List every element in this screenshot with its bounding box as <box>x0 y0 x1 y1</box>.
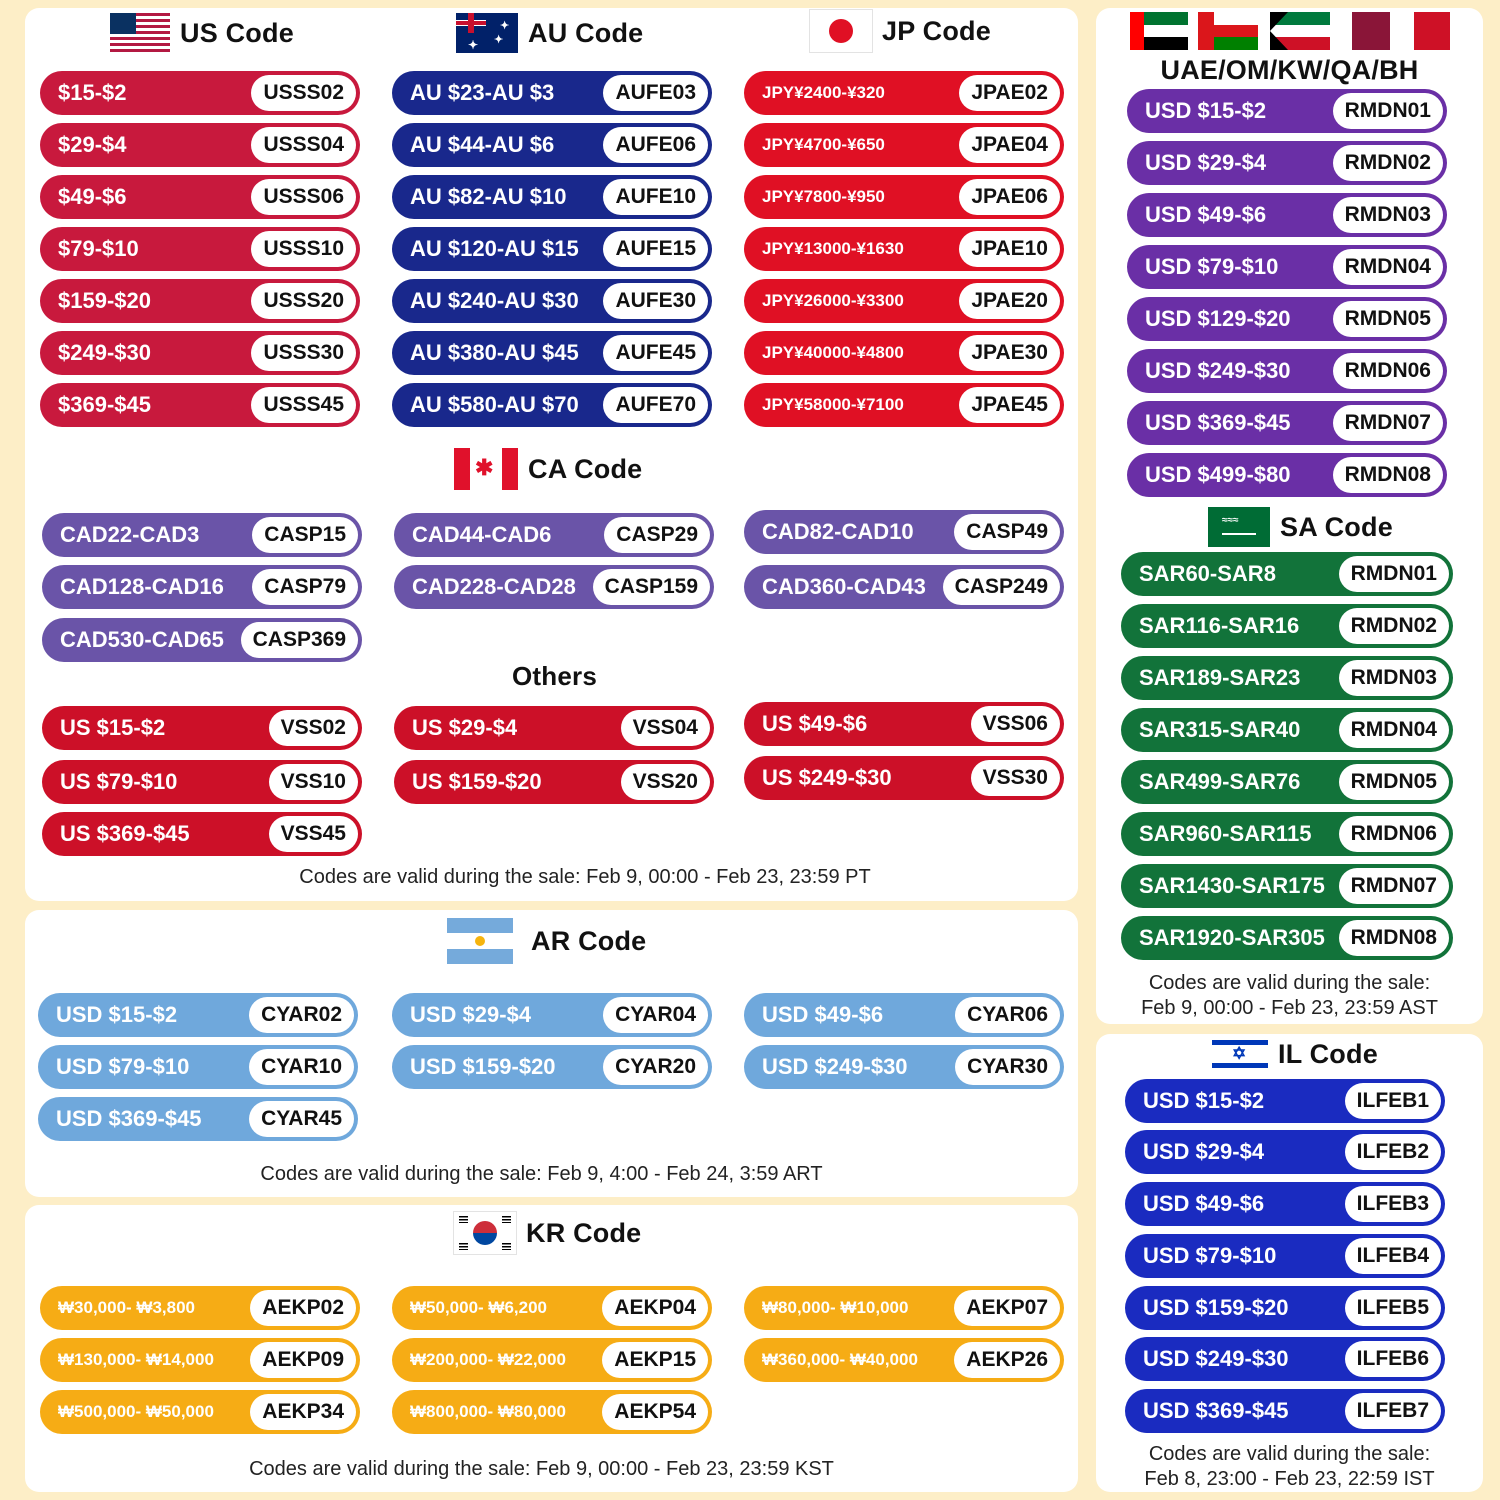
price-range: USD $369-$45 <box>1145 410 1291 435</box>
kr-code-pill[interactable] <box>40 1286 360 1330</box>
il-title-text: IL Code <box>1278 1038 1378 1069</box>
us-code-pill[interactable] <box>40 123 360 167</box>
price-range: USD $29-$4 <box>410 1002 532 1027</box>
il-code-pill[interactable] <box>1125 1337 1445 1381</box>
il-code-pill[interactable] <box>1125 1079 1445 1123</box>
main-validity-note: Codes are valid during the sale: Feb 9, 00:00 - Feb 23, 23:59 PT <box>299 866 871 888</box>
au-section-title <box>456 12 643 54</box>
price-range: AU $44-AU $6 <box>410 132 555 157</box>
price-range: JPY¥2400-¥320 <box>762 83 885 102</box>
price-range: CAD82-CAD10 <box>762 519 914 544</box>
coupon-code[interactable]: RMDN05 <box>1333 301 1443 337</box>
ca-code-pill[interactable] <box>744 510 1064 554</box>
uae-code-pill[interactable] <box>1127 401 1447 445</box>
coupon-code[interactable]: USSS10 <box>251 231 356 267</box>
others-code-pill[interactable] <box>744 702 1064 746</box>
ar-flag-icon <box>447 918 513 964</box>
uae-code-pill[interactable] <box>1127 193 1447 237</box>
price-range: AU $380-AU $45 <box>410 340 579 365</box>
price-range: CAD44-CAD6 <box>412 522 552 547</box>
price-range: USD $129-$20 <box>1145 306 1291 331</box>
coupon-code[interactable]: AEKP54 <box>602 1394 708 1430</box>
uae-code-pill[interactable] <box>1127 297 1447 341</box>
coupon-code[interactable]: CASP29 <box>604 517 710 553</box>
ca-title-text: CA Code <box>528 453 643 484</box>
coupon-code[interactable]: CASP159 <box>593 569 710 605</box>
price-range: USD $369-$45 <box>56 1106 202 1131</box>
sa-validity-line-1: Codes are valid during the sale: <box>1148 972 1431 994</box>
coupon-code[interactable]: VSS04 <box>621 710 710 746</box>
au-code-pill[interactable] <box>392 383 712 427</box>
price-range: USD $15-$2 <box>1143 1088 1265 1113</box>
coupon-code[interactable]: RMDN08 <box>1339 920 1449 956</box>
coupon-code[interactable]: USSS02 <box>251 75 356 111</box>
price-range: US $159-$20 <box>412 769 542 794</box>
coupon-code[interactable]: AEKP15 <box>602 1342 708 1378</box>
price-range: US $79-$10 <box>60 769 178 794</box>
us-flag-icon <box>110 13 170 53</box>
au-code-pill[interactable] <box>392 279 712 323</box>
price-range: USD $15-$2 <box>1145 98 1267 123</box>
kr-code-pill[interactable] <box>40 1338 360 1382</box>
price-range: USD $249-$30 <box>1143 1346 1289 1371</box>
sa-flag-icon: ≈≈≈ <box>1208 507 1270 547</box>
ca-flag-icon: ✱ <box>454 448 518 490</box>
coupon-code[interactable]: JPAE30 <box>959 335 1060 371</box>
us-title-text: US Code <box>180 17 294 48</box>
coupon-code[interactable]: ILFEB5 <box>1345 1290 1441 1326</box>
price-range: ₩800,000- ₩80,000 <box>410 1402 566 1421</box>
coupon-code[interactable]: RMDN03 <box>1333 197 1443 233</box>
sa-section-title <box>1208 506 1393 548</box>
us-code-pill[interactable] <box>40 331 360 375</box>
price-range: ₩80,000- ₩10,000 <box>762 1298 909 1317</box>
price-range: JPY¥7800-¥950 <box>762 187 885 206</box>
coupon-code[interactable]: AUFE15 <box>603 231 708 267</box>
sa-code-pill[interactable] <box>1121 864 1453 908</box>
others-title-text: Others <box>512 660 598 691</box>
ca-section-title <box>454 448 642 490</box>
coupon-code[interactable]: USSS30 <box>251 335 356 371</box>
coupon-code[interactable]: CASP369 <box>241 622 358 658</box>
coupon-code[interactable]: CYAR10 <box>249 1049 354 1085</box>
sa-validity-note <box>1096 971 1483 1021</box>
price-range: $15-$2 <box>58 80 127 105</box>
price-range: $249-$30 <box>58 340 151 365</box>
coupon-code[interactable]: CYAR02 <box>249 997 354 1033</box>
coupon-code[interactable]: RMDN07 <box>1333 405 1443 441</box>
il-section-title <box>1212 1034 1378 1074</box>
ar-code-pill[interactable] <box>38 993 358 1037</box>
ca-code-pill[interactable] <box>744 565 1064 609</box>
coupon-code[interactable]: CYAR45 <box>249 1101 354 1137</box>
coupon-code[interactable]: AEKP09 <box>250 1342 356 1378</box>
il-validity-line-2: Feb 8, 23:00 - Feb 23, 22:59 IST <box>1144 1468 1435 1490</box>
coupon-code[interactable]: JPAE02 <box>959 75 1060 111</box>
price-range: AU $23-AU $3 <box>410 80 555 105</box>
ca-code-pill[interactable] <box>42 565 362 609</box>
price-range: $159-$20 <box>58 288 151 313</box>
ar-title-text: AR Code <box>531 925 647 956</box>
jp-code-pill[interactable] <box>744 227 1064 271</box>
jp-flag-icon <box>810 10 872 52</box>
coupon-code[interactable]: ILFEB3 <box>1345 1186 1441 1222</box>
coupon-code[interactable]: AEKP02 <box>250 1290 356 1326</box>
kr-code-pill[interactable] <box>392 1390 712 1434</box>
others-code-pill[interactable] <box>42 812 362 856</box>
us-code-pill[interactable] <box>40 279 360 323</box>
coupon-code[interactable]: AUFE06 <box>603 127 708 163</box>
price-range: CAD128-CAD16 <box>60 574 224 599</box>
price-range: AU $82-AU $10 <box>410 184 567 209</box>
price-range: SAR116-SAR16 <box>1139 613 1300 638</box>
price-range: SAR189-SAR23 <box>1139 665 1301 690</box>
price-range: USD $29-$4 <box>1145 150 1267 175</box>
price-range: JPY¥4700-¥650 <box>762 135 885 154</box>
uae-code-pill[interactable] <box>1127 245 1447 289</box>
coupon-code[interactable]: JPAE04 <box>959 127 1060 163</box>
price-range: USD $49-$6 <box>1143 1191 1265 1216</box>
price-range: CAD22-CAD3 <box>60 522 200 547</box>
jp-code-pill[interactable] <box>744 175 1064 219</box>
coupon-code[interactable]: RMDN01 <box>1339 556 1449 592</box>
ar-code-pill[interactable] <box>38 1097 358 1141</box>
il-code-pill[interactable] <box>1125 1234 1445 1278</box>
coupon-code[interactable]: CYAR30 <box>955 1049 1060 1085</box>
coupon-code[interactable]: AUFE45 <box>603 335 708 371</box>
coupon-code[interactable]: ILFEB4 <box>1345 1238 1441 1274</box>
coupon-code[interactable]: VSS45 <box>269 816 358 852</box>
coupon-code[interactable]: JPAE45 <box>959 387 1060 423</box>
coupon-code[interactable]: RMDN05 <box>1339 764 1449 800</box>
coupon-code[interactable]: CYAR04 <box>603 997 708 1033</box>
coupon-code[interactable]: RMDN04 <box>1339 712 1449 748</box>
au-flag-icon: ✦ ✦ ✦ <box>456 13 518 53</box>
ca-code-pill[interactable] <box>394 565 714 609</box>
coupon-code[interactable]: USSS20 <box>251 283 356 319</box>
price-range: CAD530-CAD65 <box>60 627 224 652</box>
ar-code-pill[interactable] <box>744 993 1064 1037</box>
coupon-code[interactable]: CASP79 <box>252 569 358 605</box>
coupon-code[interactable]: VSS06 <box>971 706 1060 742</box>
uae-code-pill[interactable] <box>1127 141 1447 185</box>
uae-flag-icon <box>1130 12 1188 50</box>
au-code-pill[interactable] <box>392 175 712 219</box>
kr-section-title <box>454 1212 641 1254</box>
coupon-code[interactable]: RMDN03 <box>1339 660 1449 696</box>
price-range: SAR315-SAR40 <box>1139 717 1301 742</box>
price-range: ₩50,000- ₩6,200 <box>410 1298 548 1317</box>
jp-section-title <box>810 10 991 52</box>
il-code-pill[interactable] <box>1125 1286 1445 1330</box>
sa-code-pill[interactable] <box>1121 812 1453 856</box>
price-range: ₩30,000- ₩3,800 <box>58 1298 196 1317</box>
price-range: USD $29-$4 <box>1143 1139 1265 1164</box>
ca-code-pill[interactable] <box>394 513 714 557</box>
uae-section-title <box>1096 50 1483 90</box>
coupon-code[interactable]: AUFE70 <box>603 387 708 423</box>
coupon-code[interactable]: VSS10 <box>269 764 358 800</box>
price-range: SAR1430-SAR175 <box>1139 873 1325 898</box>
uae-title-text: UAE/OM/KW/QA/BH <box>1160 54 1419 85</box>
us-code-pill[interactable] <box>40 383 360 427</box>
kr-code-pill[interactable] <box>744 1286 1064 1330</box>
price-range: ₩130,000- ₩14,000 <box>58 1350 214 1369</box>
coupon-code[interactable]: AEKP34 <box>250 1394 356 1430</box>
price-range: USD $79-$10 <box>1145 254 1279 279</box>
om-flag-icon <box>1198 12 1258 50</box>
price-range: JPY¥13000-¥1630 <box>762 239 904 258</box>
us-code-pill[interactable] <box>40 71 360 115</box>
il-validity-note <box>1096 1442 1483 1492</box>
jp-title-text: JP Code <box>882 15 991 46</box>
il-validity-line-1: Codes are valid during the sale: <box>1148 1443 1431 1465</box>
au-code-pill[interactable] <box>392 331 712 375</box>
coupon-code[interactable]: RMDN02 <box>1333 145 1443 181</box>
coupon-code[interactable]: AUFE03 <box>603 75 708 111</box>
kw-flag-icon <box>1270 12 1330 50</box>
price-range: JPY¥26000-¥3300 <box>762 291 904 310</box>
gulf-flags-row <box>1130 10 1450 50</box>
kr-code-pill[interactable] <box>392 1338 712 1382</box>
price-range: AU $120-AU $15 <box>410 236 579 261</box>
jp-code-pill[interactable] <box>744 123 1064 167</box>
ca-code-pill[interactable] <box>42 618 362 662</box>
sa-code-pill[interactable] <box>1121 604 1453 648</box>
coupon-code[interactable]: AEKP26 <box>954 1342 1060 1378</box>
price-range: AU $580-AU $70 <box>410 392 579 417</box>
price-range: JPY¥58000-¥7100 <box>762 395 904 414</box>
others-code-pill[interactable] <box>42 760 362 804</box>
price-range: USD $79-$10 <box>56 1054 190 1079</box>
coupon-code[interactable]: RMDN04 <box>1333 249 1443 285</box>
coupon-code[interactable]: AUFE30 <box>603 283 708 319</box>
coupon-code[interactable]: VSS02 <box>269 710 358 746</box>
price-range: USD $159-$20 <box>410 1054 556 1079</box>
price-range: $29-$4 <box>58 132 127 157</box>
coupon-code[interactable]: RMDN08 <box>1333 457 1443 493</box>
price-range: ₩200,000- ₩22,000 <box>410 1350 566 1369</box>
price-range: US $249-$30 <box>762 765 892 790</box>
coupon-code[interactable]: AEKP07 <box>954 1290 1060 1326</box>
coupon-code[interactable]: CYAR20 <box>603 1049 708 1085</box>
coupon-code[interactable]: RMDN06 <box>1339 816 1449 852</box>
kr-code-pill[interactable] <box>744 1338 1064 1382</box>
ar-section-title <box>447 918 646 964</box>
il-flag-icon: ✡ <box>1212 1036 1268 1072</box>
uae-code-pill[interactable] <box>1127 453 1447 497</box>
others-code-pill[interactable] <box>394 760 714 804</box>
kr-title-text: KR Code <box>526 1217 642 1248</box>
price-range: USD $15-$2 <box>56 1002 178 1027</box>
others-code-pill[interactable] <box>42 706 362 750</box>
coupon-code[interactable]: USSS06 <box>251 179 356 215</box>
coupon-code[interactable]: AEKP04 <box>602 1290 708 1326</box>
jp-code-pill[interactable] <box>744 71 1064 115</box>
price-range: ₩360,000- ₩40,000 <box>762 1350 918 1369</box>
price-range: USD $79-$10 <box>1143 1243 1277 1268</box>
sa-title-text: SA Code <box>1280 511 1393 542</box>
ca-code-pill[interactable] <box>42 513 362 557</box>
coupon-code[interactable]: RMDN02 <box>1339 608 1449 644</box>
coupon-code[interactable]: CASP249 <box>943 569 1060 605</box>
price-range: US $49-$6 <box>762 711 868 736</box>
sa-code-pill[interactable] <box>1121 708 1453 752</box>
price-range: CAD360-CAD43 <box>762 574 926 599</box>
sa-validity-line-2: Feb 9, 00:00 - Feb 23, 23:59 AST <box>1141 997 1438 1019</box>
price-range: USD $499-$80 <box>1145 462 1291 487</box>
coupon-code[interactable]: VSS20 <box>621 764 710 800</box>
coupon-code[interactable]: VSS30 <box>971 760 1060 796</box>
coupon-code[interactable]: ILFEB6 <box>1345 1341 1441 1377</box>
price-range: CAD228-CAD28 <box>412 574 576 599</box>
coupon-code[interactable]: RMDN07 <box>1339 868 1449 904</box>
au-code-pill[interactable] <box>392 227 712 271</box>
coupon-code[interactable]: CASP49 <box>954 514 1060 550</box>
price-range: USD $49-$6 <box>762 1002 884 1027</box>
il-code-pill[interactable] <box>1125 1389 1445 1433</box>
price-range: USD $159-$20 <box>1143 1295 1289 1320</box>
price-range: $369-$45 <box>58 392 151 417</box>
us-code-pill[interactable] <box>40 175 360 219</box>
others-code-pill[interactable] <box>394 706 714 750</box>
sa-code-pill[interactable] <box>1121 760 1453 804</box>
price-range: JPY¥40000-¥4800 <box>762 343 904 362</box>
ar-code-pill[interactable] <box>392 993 712 1037</box>
coupon-code[interactable]: JPAE06 <box>959 179 1060 215</box>
coupon-code[interactable]: CYAR06 <box>955 997 1060 1033</box>
uae-code-pill[interactable] <box>1127 349 1447 393</box>
au-code-pill[interactable] <box>392 71 712 115</box>
us-section-title <box>110 12 294 54</box>
price-range: US $15-$2 <box>60 715 166 740</box>
coupon-code[interactable]: JPAE10 <box>959 231 1060 267</box>
ar-code-pill[interactable] <box>744 1045 1064 1089</box>
price-range: USD $249-$30 <box>762 1054 908 1079</box>
kr-code-pill[interactable] <box>40 1390 360 1434</box>
price-range: USD $249-$30 <box>1145 358 1291 383</box>
coupon-code[interactable]: ILFEB2 <box>1345 1134 1441 1170</box>
sa-code-pill[interactable] <box>1121 916 1453 960</box>
ar-code-pill[interactable] <box>392 1045 712 1089</box>
ar-validity-note: Codes are valid during the sale: Feb 9, 4:00 - Feb 24, 3:59 ART <box>260 1163 823 1185</box>
price-range: ₩500,000- ₩50,000 <box>58 1402 214 1421</box>
il-code-pill[interactable] <box>1125 1182 1445 1226</box>
coupon-code[interactable]: AUFE10 <box>603 179 708 215</box>
coupon-code[interactable]: ILFEB1 <box>1345 1083 1441 1119</box>
kr-flag-icon <box>454 1212 516 1254</box>
price-range: SAR1920-SAR305 <box>1139 925 1325 950</box>
price-range: SAR499-SAR76 <box>1139 769 1301 794</box>
sa-code-pill[interactable] <box>1121 656 1453 700</box>
price-range: $79-$10 <box>58 236 139 261</box>
ar-code-pill[interactable] <box>38 1045 358 1089</box>
price-range: SAR960-SAR115 <box>1139 821 1312 846</box>
coupon-code[interactable]: ILFEB7 <box>1345 1393 1441 1429</box>
price-range: AU $240-AU $30 <box>410 288 579 313</box>
bh-flag-icon <box>1400 12 1450 50</box>
qa-flag-icon <box>1340 12 1390 50</box>
price-range: SAR60-SAR8 <box>1139 561 1276 586</box>
price-range: USD $49-$6 <box>1145 202 1267 227</box>
kr-validity-note: Codes are valid during the sale: Feb 9, 00:00 - Feb 23, 23:59 KST <box>249 1458 834 1480</box>
jp-code-pill[interactable] <box>744 279 1064 323</box>
price-range: $49-$6 <box>58 184 127 209</box>
coupon-code[interactable]: USSS45 <box>251 387 356 423</box>
jp-code-pill[interactable] <box>744 383 1064 427</box>
coupon-code[interactable]: USSS04 <box>251 127 356 163</box>
au-code-pill[interactable] <box>392 123 712 167</box>
us-code-pill[interactable] <box>40 227 360 271</box>
coupon-code[interactable]: JPAE20 <box>959 283 1060 319</box>
others-code-pill[interactable] <box>744 756 1064 800</box>
il-code-pill[interactable] <box>1125 1130 1445 1174</box>
sa-code-pill[interactable] <box>1121 552 1453 596</box>
coupon-code[interactable]: RMDN06 <box>1333 353 1443 389</box>
price-range: US $369-$45 <box>60 821 190 846</box>
kr-code-pill[interactable] <box>392 1286 712 1330</box>
price-range: USD $369-$45 <box>1143 1398 1289 1423</box>
uae-code-pill[interactable] <box>1127 89 1447 133</box>
others-section-title <box>512 656 597 696</box>
price-range: US $29-$4 <box>412 715 518 740</box>
au-title-text: AU Code <box>528 17 644 48</box>
coupon-code[interactable]: CASP15 <box>252 517 358 553</box>
jp-code-pill[interactable] <box>744 331 1064 375</box>
coupon-code[interactable]: RMDN01 <box>1333 93 1443 129</box>
